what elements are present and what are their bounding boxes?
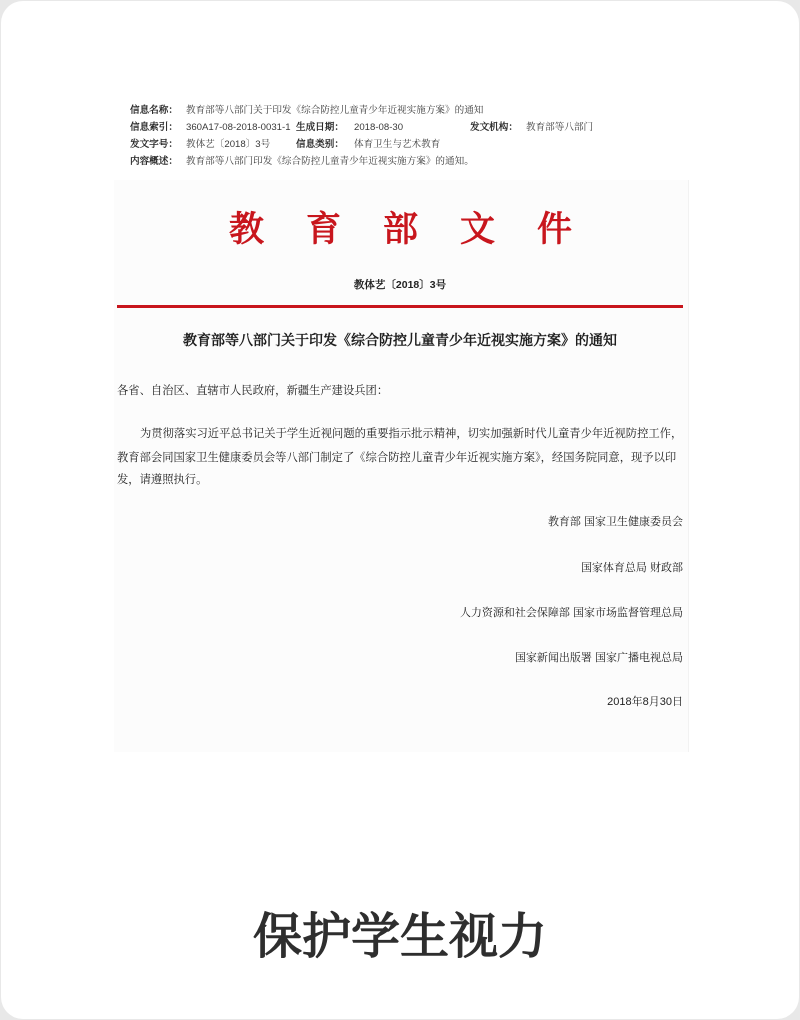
document-number: 教体艺〔2018〕3号 bbox=[353, 279, 447, 291]
document-title: 教育部等八部门关于印发《综合防控儿童青少年近视实施方案》的通知 bbox=[183, 332, 617, 348]
document-salutation: 各省、自治区、直辖市人民政府，新疆生产建设兵团： bbox=[117, 385, 389, 397]
signatory-line: 国家新闻出版署 国家广播电视总局 bbox=[514, 652, 683, 664]
info-index-value: 360A17-08-2018-0031-1 bbox=[186, 122, 291, 133]
document-body-line: 为贯彻落实习近平总书记关于学生近视问题的重要指示批示精神，切实加强新时代儿童青少年近视防控工作， bbox=[140, 428, 683, 440]
caption: 保护学生视力 bbox=[252, 908, 547, 965]
info-doc-number-value: 教体艺〔2018〕3号 bbox=[186, 139, 271, 150]
info-name-value: 教育部等八部门关于印发《综合防控儿童青少年近视实施方案》的通知 bbox=[186, 105, 484, 116]
document-date: 2018年8月30日 bbox=[607, 696, 683, 708]
signatory-line: 人力资源和社会保障部 国家市场监督管理总局 bbox=[459, 607, 683, 619]
document-body-line: 发，请遵照执行。 bbox=[117, 474, 208, 486]
info-category-value: 体育卫生与艺术教育 bbox=[354, 139, 441, 150]
info-date-label: 生成日期： bbox=[296, 122, 344, 133]
info-index-label: 信息索引： bbox=[130, 122, 178, 133]
red-divider bbox=[117, 305, 683, 308]
info-category-label: 信息类别： bbox=[296, 139, 344, 150]
info-doc-number-label: 发文字号： bbox=[130, 139, 178, 150]
document-header: 教育部文件 bbox=[229, 209, 615, 250]
info-issuer-value: 教育部等八部门 bbox=[526, 122, 594, 133]
info-summary-label: 内容概述： bbox=[130, 156, 178, 167]
signatory-line: 教育部 国家卫生健康委员会 bbox=[547, 516, 683, 528]
signatory-line: 国家体育总局 财政部 bbox=[580, 562, 683, 574]
document-sheet bbox=[114, 180, 688, 752]
info-issuer-label: 发文机构： bbox=[470, 122, 518, 133]
info-date-value: 2018-08-30 bbox=[354, 122, 404, 133]
info-summary-value: 教育部等八部门印发《综合防控儿童青少年近视实施方案》的通知。 bbox=[186, 156, 474, 167]
info-name-label: 信息名称： bbox=[130, 105, 178, 116]
document-body-line: 教育部会同国家卫生健康委员会等八部门制定了《综合防控儿童青少年近视实施方案》，经国务院同意，现予以印 bbox=[117, 452, 677, 464]
